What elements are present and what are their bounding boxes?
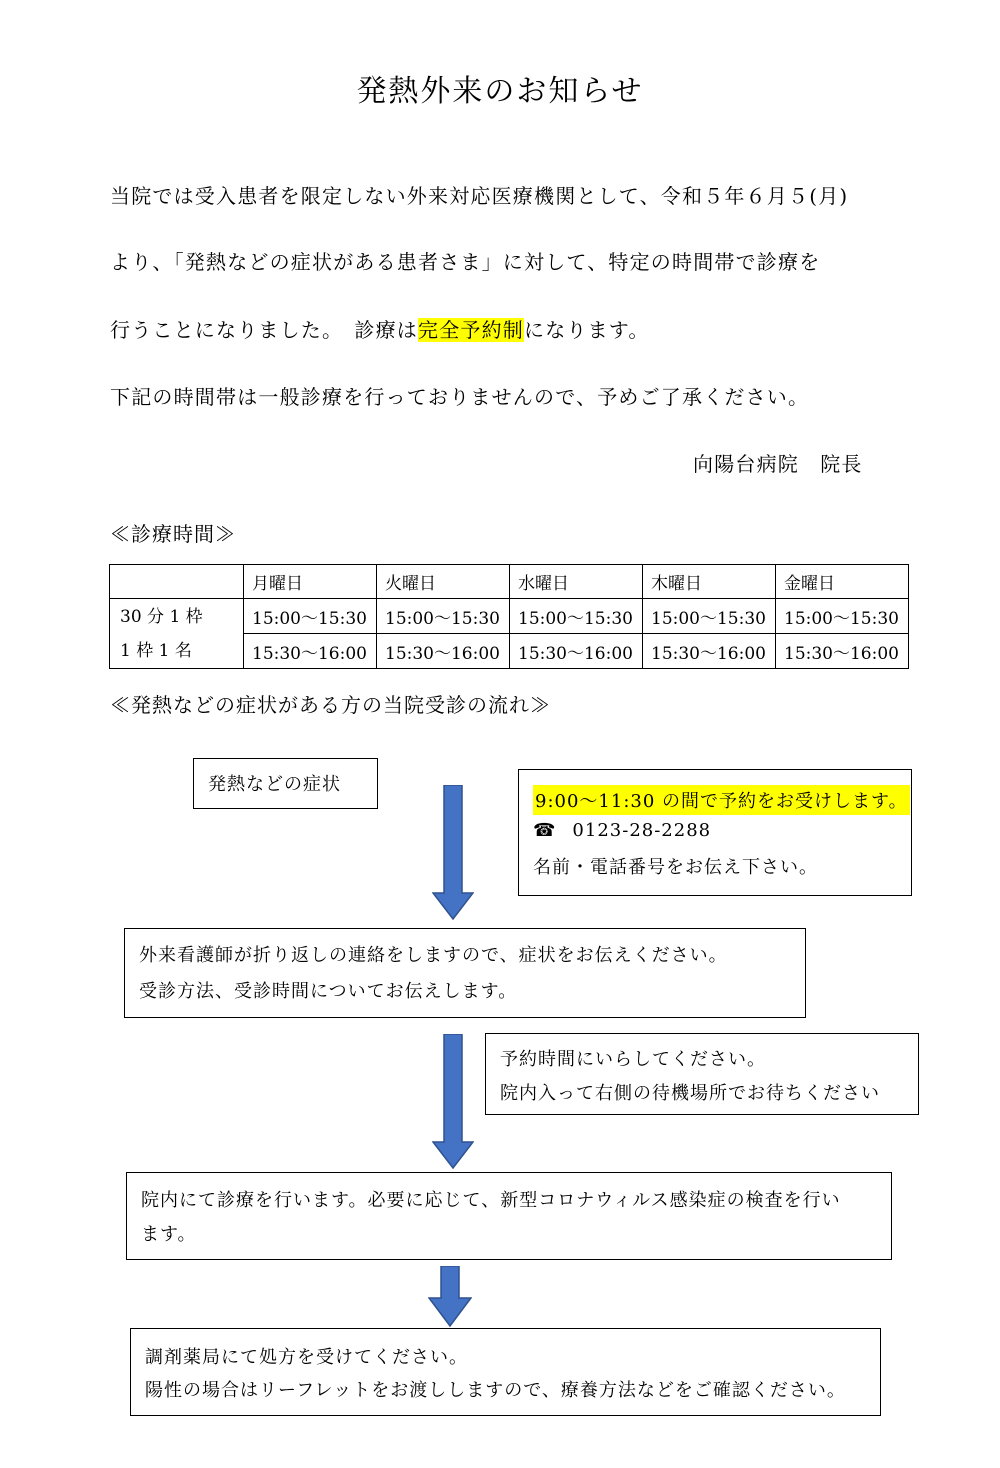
pharmacy-box <box>130 1328 881 1416</box>
symptom-box <box>193 758 378 809</box>
time-slot-cell: 15:30〜16:00 <box>643 634 776 669</box>
reservation-box <box>518 769 912 896</box>
arrival-line-2: 院内入って右側の待機場所でお待ちください <box>500 1083 880 1104</box>
time-slot-cell: 15:30〜16:00 <box>510 634 643 669</box>
nurse-callback-box <box>124 928 806 1018</box>
pharmacy-line-1: 調剤薬局にて処方を受けてください。 <box>145 1347 468 1368</box>
signature: 向陽台病院 院長 <box>693 452 863 476</box>
time-slot-cell: 15:00〜15:30 <box>377 599 510 634</box>
arrival-line-1: 予約時間にいらしてください。 <box>500 1049 766 1070</box>
phone-row <box>533 820 711 841</box>
down-arrow-icon <box>428 1266 472 1328</box>
day-header: 木曜日 <box>643 565 776 599</box>
time-slot-cell: 15:30〜16:00 <box>776 634 909 669</box>
down-arrow-icon <box>432 1034 474 1170</box>
intro-line-4: 下記の時間帯は一般診療を行っておりませんので、予めご了承ください。 <box>110 385 810 409</box>
page-title: 発熱外来のお知らせ <box>356 74 644 109</box>
time-slot-cell: 15:00〜15:30 <box>776 599 909 634</box>
arrival-box <box>485 1033 919 1115</box>
intro-line-3-text: 行うことになりました。 診療は <box>110 318 418 342</box>
intro-line-3 <box>110 314 650 343</box>
flow-heading: ≪発熱などの症状がある方の当院受診の流れ≫ <box>110 693 551 717</box>
schedule-table <box>109 564 909 669</box>
time-slot-cell: 15:30〜16:00 <box>244 634 377 669</box>
day-header: 水曜日 <box>510 565 643 599</box>
nurse-line-1: 外来看護師が折り返しの連絡をしますので、症状をお伝えください。 <box>139 945 728 966</box>
reservation-hours: 9:00〜11:30 の間で予約をお受けします。 <box>533 785 910 815</box>
slot-rule-line-1: 30 分 1 枠 <box>120 606 203 627</box>
time-slot-cell: 15:00〜15:30 <box>510 599 643 634</box>
time-slot-cell: 15:00〜15:30 <box>244 599 377 634</box>
intro-line-2: より、「発熱などの症状がある患者さま」に対して、特定の時間帯で診療を <box>110 250 821 274</box>
corner-cell <box>110 565 244 599</box>
reservation-note: 名前・電話番号をお伝え下さい。 <box>533 857 818 878</box>
time-slot-cell: 15:00〜15:30 <box>643 599 776 634</box>
intro-line-1: 当院では受入患者を限定しない外来対応医療機関として、令和５年６月５(月) <box>110 184 849 208</box>
time-slot-cell: 15:30〜16:00 <box>377 634 510 669</box>
schedule-header-row <box>110 565 909 599</box>
phone-number: 0123-28-2288 <box>572 820 712 841</box>
schedule-row <box>110 599 909 634</box>
nurse-line-2: 受診方法、受診時間についてお伝えします。 <box>139 981 518 1002</box>
day-header: 月曜日 <box>244 565 377 599</box>
symptom-text: 発熱などの症状 <box>208 774 341 795</box>
full-reservation-highlight: 完全予約制 <box>418 318 524 342</box>
day-header: 金曜日 <box>776 565 909 599</box>
exam-line-1: 院内にて診療を行います。必要に応じて、新型コロナウィルス感染症の検査を行い <box>141 1190 841 1211</box>
down-arrow-icon <box>432 785 474 921</box>
schedule-heading: ≪診療時間≫ <box>110 522 236 546</box>
pharmacy-line-2: 陽性の場合はリーフレットをお渡ししますので、療養方法などをご確認ください。 <box>145 1380 846 1401</box>
telephone-icon: ☎ <box>533 820 557 841</box>
exam-line-2: ます。 <box>141 1224 197 1245</box>
day-header: 火曜日 <box>377 565 510 599</box>
slot-rule-cell <box>110 599 244 669</box>
examination-box <box>126 1172 892 1260</box>
intro-line-3-suffix: になります。 <box>524 318 650 342</box>
slot-rule-line-2: 1 枠 1 名 <box>120 640 192 661</box>
